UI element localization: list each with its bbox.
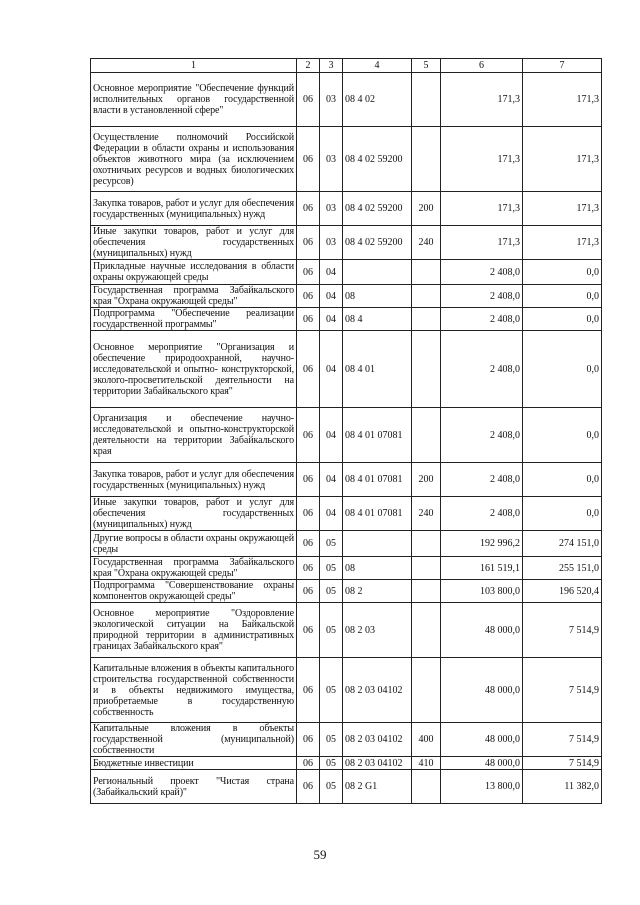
expense-type-code: 400 — [412, 723, 441, 757]
section-code: 06 — [297, 408, 320, 463]
amount-2022: 7 514,9 — [523, 757, 602, 770]
amount-2022: 7 514,9 — [523, 723, 602, 757]
row-description: Осуществление полномочий Российской Федерации в области охраны и использования объектов животного мира (за исключением охотничьих ресурсов и водных биологических ресурсов) — [91, 127, 297, 192]
column-header: 6 — [441, 59, 523, 73]
target-article-code: 08 4 02 59200 — [343, 226, 412, 260]
subsection-code: 05 — [320, 603, 343, 658]
amount-2022: 0,0 — [523, 497, 602, 531]
amount-2022: 0,0 — [523, 463, 602, 497]
table-row — [91, 285, 602, 308]
amount-2021: 2 408,0 — [441, 308, 523, 331]
table-row — [91, 658, 602, 723]
subsection-code: 04 — [320, 497, 343, 531]
section-code: 06 — [297, 127, 320, 192]
target-article-code: 08 4 02 59200 — [343, 192, 412, 226]
amount-2021: 171,3 — [441, 192, 523, 226]
subsection-code: 04 — [320, 463, 343, 497]
target-article-code: 08 4 01 07081 — [343, 463, 412, 497]
row-description: Государственная программа Забайкальского края "Охрана окружающей среды" — [91, 557, 297, 580]
section-code: 06 — [297, 331, 320, 408]
target-article-code: 08 — [343, 557, 412, 580]
target-article-code: 08 4 01 — [343, 331, 412, 408]
section-code: 06 — [297, 73, 320, 127]
amount-2021: 171,3 — [441, 73, 523, 127]
section-code: 06 — [297, 463, 320, 497]
section-code: 06 — [297, 260, 320, 285]
amount-2022: 0,0 — [523, 285, 602, 308]
table-row — [91, 260, 602, 285]
expense-type-code — [412, 308, 441, 331]
amount-2022: 0,0 — [523, 331, 602, 408]
table-row — [91, 557, 602, 580]
row-description: Иные закупки товаров, работ и услуг для обеспечения государственных (муниципальных) нужд — [91, 497, 297, 531]
target-article-code: 08 2 — [343, 580, 412, 603]
subsection-code: 05 — [320, 580, 343, 603]
row-description: Иные закупки товаров, работ и услуг для обеспечения государственных (муниципальных) нужд — [91, 226, 297, 260]
expense-type-code — [412, 770, 441, 804]
amount-2022: 0,0 — [523, 308, 602, 331]
subsection-code: 05 — [320, 723, 343, 757]
section-code: 06 — [297, 580, 320, 603]
target-article-code: 08 2 03 04102 — [343, 757, 412, 770]
section-code: 06 — [297, 531, 320, 557]
section-code: 06 — [297, 192, 320, 226]
expense-type-code — [412, 580, 441, 603]
amount-2021: 103 800,0 — [441, 580, 523, 603]
subsection-code: 04 — [320, 285, 343, 308]
subsection-code: 05 — [320, 531, 343, 557]
amount-2021: 48 000,0 — [441, 603, 523, 658]
row-description: Государственная программа Забайкальского края "Охрана окружающей среды" — [91, 285, 297, 308]
amount-2021: 13 800,0 — [441, 770, 523, 804]
table-row — [91, 497, 602, 531]
amount-2021: 2 408,0 — [441, 497, 523, 531]
amount-2022: 7 514,9 — [523, 658, 602, 723]
column-header: 2 — [297, 59, 320, 73]
section-code: 06 — [297, 757, 320, 770]
row-description: Региональный проект "Чистая страна (Забайкальский край)" — [91, 770, 297, 804]
subsection-code: 04 — [320, 260, 343, 285]
table-row — [91, 757, 602, 770]
amount-2021: 2 408,0 — [441, 285, 523, 308]
table-row — [91, 73, 602, 127]
row-description: Подпрограмма "Обеспечение реализации государственной программы" — [91, 308, 297, 331]
row-description: Организация и обеспечение научно-исследовательской и опытно-конструкторской деятельности на территории Забайкальского края — [91, 408, 297, 463]
section-code: 06 — [297, 308, 320, 331]
section-code: 06 — [297, 557, 320, 580]
target-article-code: 08 4 — [343, 308, 412, 331]
section-code: 06 — [297, 770, 320, 804]
column-header: 1 — [91, 59, 297, 73]
row-description: Закупка товаров, работ и услуг для обеспечения государственных (муниципальных) нужд — [91, 463, 297, 497]
table-row — [91, 308, 602, 331]
amount-2021: 171,3 — [441, 226, 523, 260]
amount-2021: 161 519,1 — [441, 557, 523, 580]
amount-2021: 2 408,0 — [441, 260, 523, 285]
subsection-code: 03 — [320, 226, 343, 260]
row-description: Основное мероприятие "Организация и обеспечение природоохранной, научно-исследовательской и опытно- конструкторской, эколого-просветительской деятельности на территории Забайкальского края" — [91, 331, 297, 408]
row-description: Основное мероприятие "Оздоровление экологической ситуации на Байкальской природной территории в административных границах Забайкальского края" — [91, 603, 297, 658]
expense-type-code — [412, 557, 441, 580]
amount-2021: 48 000,0 — [441, 757, 523, 770]
row-description: Другие вопросы в области охраны окружающей среды — [91, 531, 297, 557]
row-description: Бюджетные инвестиции — [91, 757, 297, 770]
table-row — [91, 603, 602, 658]
section-code: 06 — [297, 285, 320, 308]
table-row — [91, 408, 602, 463]
amount-2022: 171,3 — [523, 73, 602, 127]
target-article-code: 08 2 03 — [343, 603, 412, 658]
column-header: 4 — [343, 59, 412, 73]
amount-2021: 2 408,0 — [441, 331, 523, 408]
subsection-code: 03 — [320, 73, 343, 127]
target-article-code: 08 2 03 04102 — [343, 723, 412, 757]
table-row — [91, 463, 602, 497]
amount-2022: 255 151,0 — [523, 557, 602, 580]
expense-type-code — [412, 658, 441, 723]
amount-2022: 171,3 — [523, 226, 602, 260]
table-row — [91, 331, 602, 408]
expense-type-code — [412, 408, 441, 463]
table-header-row — [91, 59, 602, 73]
target-article-code: 08 4 01 07081 — [343, 497, 412, 531]
amount-2021: 2 408,0 — [441, 463, 523, 497]
section-code: 06 — [297, 723, 320, 757]
table-row — [91, 531, 602, 557]
expense-type-code: 410 — [412, 757, 441, 770]
column-header: 7 — [523, 59, 602, 73]
table-row — [91, 226, 602, 260]
amount-2021: 2 408,0 — [441, 408, 523, 463]
expense-type-code: 240 — [412, 226, 441, 260]
subsection-code: 05 — [320, 557, 343, 580]
target-article-code: 08 4 02 59200 — [343, 127, 412, 192]
table-row — [91, 192, 602, 226]
amount-2021: 192 996,2 — [441, 531, 523, 557]
amount-2022: 196 520,4 — [523, 580, 602, 603]
column-header: 3 — [320, 59, 343, 73]
target-article-code: 08 2 03 04102 — [343, 658, 412, 723]
expense-type-code — [412, 127, 441, 192]
row-description: Подпрограмма "Совершенствование охраны компонентов окружающей среды" — [91, 580, 297, 603]
amount-2022: 0,0 — [523, 408, 602, 463]
expense-type-code — [412, 603, 441, 658]
section-code: 06 — [297, 226, 320, 260]
expense-type-code — [412, 531, 441, 557]
target-article-code: 08 — [343, 285, 412, 308]
table-row — [91, 127, 602, 192]
subsection-code: 04 — [320, 331, 343, 408]
amount-2022: 0,0 — [523, 260, 602, 285]
subsection-code: 04 — [320, 408, 343, 463]
page-number: 59 — [313, 847, 327, 862]
row-description: Закупка товаров, работ и услуг для обеспечения государственных (муниципальных) нужд — [91, 192, 297, 226]
subsection-code: 03 — [320, 127, 343, 192]
target-article-code: 08 2 G1 — [343, 770, 412, 804]
subsection-code: 05 — [320, 658, 343, 723]
expense-type-code: 240 — [412, 497, 441, 531]
amount-2021: 48 000,0 — [441, 658, 523, 723]
table-row — [91, 580, 602, 603]
expense-type-code — [412, 260, 441, 285]
amount-2022: 7 514,9 — [523, 603, 602, 658]
amount-2022: 11 382,0 — [523, 770, 602, 804]
amount-2022: 171,3 — [523, 192, 602, 226]
table-row — [91, 723, 602, 757]
subsection-code: 05 — [320, 757, 343, 770]
row-description: Основное мероприятие "Обеспечение функций исполнительных органов государственной власти в установленной сфере" — [91, 73, 297, 127]
expense-type-code: 200 — [412, 463, 441, 497]
target-article-code — [343, 531, 412, 557]
section-code: 06 — [297, 658, 320, 723]
amount-2021: 171,3 — [441, 127, 523, 192]
amount-2022: 274 151,0 — [523, 531, 602, 557]
amount-2021: 48 000,0 — [441, 723, 523, 757]
expense-type-code — [412, 331, 441, 408]
subsection-code: 05 — [320, 770, 343, 804]
expense-type-code — [412, 285, 441, 308]
row-description: Капитальные вложения в объекты капитального строительства государственной собственности и в объекты недвижимого имущества, приобретаемые в государственную собственность — [91, 658, 297, 723]
column-header: 5 — [412, 59, 441, 73]
row-description: Прикладные научные исследования в области охраны окружающей среды — [91, 260, 297, 285]
budget-table — [90, 58, 602, 804]
target-article-code: 08 4 01 07081 — [343, 408, 412, 463]
target-article-code: 08 4 02 — [343, 73, 412, 127]
target-article-code — [343, 260, 412, 285]
table-row — [91, 770, 602, 804]
section-code: 06 — [297, 497, 320, 531]
expense-type-code — [412, 73, 441, 127]
amount-2022: 171,3 — [523, 127, 602, 192]
section-code: 06 — [297, 603, 320, 658]
expense-type-code: 200 — [412, 192, 441, 226]
subsection-code: 03 — [320, 192, 343, 226]
row-description: Капитальные вложения в объекты государственной (муниципальной) собственности — [91, 723, 297, 757]
subsection-code: 04 — [320, 308, 343, 331]
